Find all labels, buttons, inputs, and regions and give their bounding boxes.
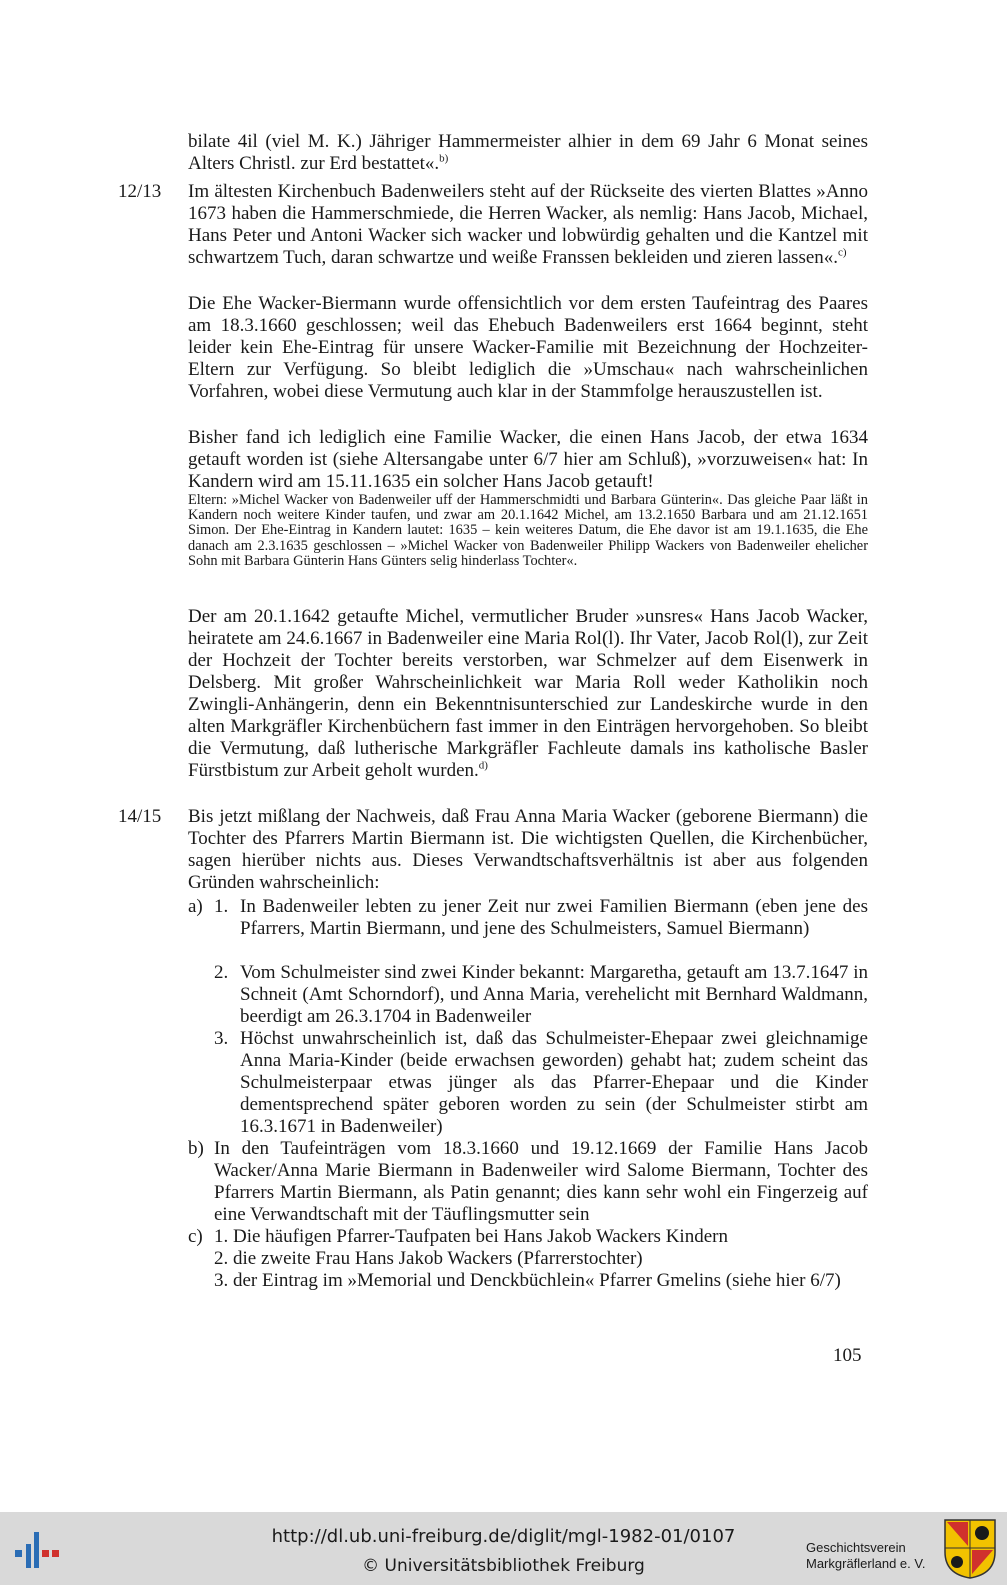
paragraph-ehe (188, 293, 868, 403)
paragraph-text: Eltern: »Michel Wacker von Badenweiler uff der Hammerschmidti und Barbara Günterin«. Das gleiche Paar läßt in Kandern noch weitere Kinder taufen, und zwar am 20.1.1642 Michel, am 13.2.1650 Barbara und am 21.12.1651 Simon. Der Ehe-Eintrag in Kandern lautet: 1635 – kein weiteres Datum, die Ehe davor ist am 19.1.1635, die Ehe danach am 2.3.1635 geschlossen – »Michel Wacker von Badenweiler Philipp Wackers von Badenweiler ehelicher Sohn mit Barbara Günterin Hans Günters selig hinderlass Tochter«. (188, 492, 868, 569)
paragraph-eltern-small (188, 493, 868, 569)
footnote-ref: d) (478, 759, 488, 772)
margin-number: 14/15 (118, 806, 162, 827)
footer-url-link[interactable]: http://dl.ub.uni-freiburg.de/diglit/mgl-1982-01/0107 (271, 1526, 736, 1547)
coat-of-arms-icon (943, 1518, 997, 1580)
footnote-ref: b) (439, 152, 449, 165)
list-item-c (214, 1226, 868, 1292)
list-label-a: a) (188, 896, 203, 917)
list-number: 3. (214, 1028, 229, 1049)
footer-copyright: © Universitätsbibliothek Freiburg (362, 1556, 645, 1576)
paragraph-quote-end (188, 131, 868, 175)
paragraph-kirchenbuch (188, 181, 868, 269)
paragraph-text: Im ältesten Kirchenbuch Badenweilers steht auf der Rückseite des vierten Blattes »Anno 1673 haben die Hammerschmiede, die Herren Wacker, als nemlig: Hans Jacob, Michael, Hans Peter und Antoni Wacker sich wacker und lobwürdig gehalten und die Kantzel mit schwartzem Tuch, daran schwartze und weiße Franssen bekleiden und zieren lassen«. (188, 181, 868, 268)
list-item-a2 (240, 962, 868, 1028)
list-item-a3 (240, 1028, 868, 1138)
society-line: Geschichtsverein (806, 1540, 906, 1555)
list-item-text: In Badenweiler lebten zu jener Zeit nur zwei Familien Biermann (eben jene des Pfarrers, Martin Biermann, und jene des Schulmeisters, Samuel Biermann) (240, 896, 868, 939)
list-item-text: 1. Die häufigen Pfarrer-Taufpaten bei Hans Jakob Wackers Kindern (214, 1226, 728, 1247)
margin-number: 12/13 (118, 181, 162, 202)
list-item-text: 3. der Eintrag im »Memorial und Denckbüchlein« Pfarrer Gmelins (siehe hier 6/7) (214, 1270, 841, 1291)
list-item-text: Höchst unwahrscheinlich ist, daß das Schulmeister-Ehepaar zwei gleichnamige Anna Maria-Kinder (beide erwachsen geworden) gehabt hat; zudem scheint das Schulmeisterpaar etwas jünger als das Pfarrer-Ehepaar und die Kinder dementsprechend später geboren worden zu sein (der Schulmeister stirbt am 16.3.1671 in Badenweiler) (240, 1028, 868, 1137)
footer-bar (0, 1512, 1007, 1585)
paragraph-bisher (188, 427, 868, 493)
list-number: 1. (214, 896, 229, 917)
paragraph-nachweis (188, 806, 868, 894)
paragraph-text: bilate 4il (viel M. K.) Jähriger Hammermeister alhier in dem 69 Jahr 6 Monat seines Alters Christl. zur Erd bestattet«. (188, 131, 868, 174)
paragraph-text: Bis jetzt mißlang der Nachweis, daß Frau Anna Maria Wacker (geborene Biermann) die Tochter des Pfarrers Martin Biermann ist. Die wichtigsten Quellen, die Kirchenbücher, sagen hierüber nichts aus. Dieses Verwandtschaftsverhältnis ist aber aus folgenden Gründen wahrscheinlich: (188, 806, 868, 893)
paragraph-michel (188, 606, 868, 782)
list-item-text: 2. die zweite Frau Hans Jakob Wackers (Pfarrerstochter) (214, 1248, 643, 1269)
list-item-a1 (240, 896, 868, 940)
society-line: Markgräflerland e. V. (806, 1556, 926, 1571)
paragraph-text: Bisher fand ich lediglich eine Familie Wacker, die einen Hans Jacob, der etwa 1634 getauft worden ist (siehe Altersangabe unter 6/7 hier am Schluß), »vorzuweisen« hat: In Kandern wird am 15.11.1635 ein solcher Hans Jacob getauft! (188, 427, 868, 492)
society-name (806, 1540, 925, 1572)
footnote-ref: c) (838, 246, 847, 259)
page-number: 105 (833, 1345, 862, 1366)
list-number: 2. (214, 962, 229, 983)
list-item-b (214, 1138, 868, 1226)
paragraph-text: Die Ehe Wacker-Biermann wurde offensichtlich vor dem ersten Taufeintrag des Paares am 18.3.1660 geschlossen; weil das Ehebuch Badenweilers erst 1664 beginnt, steht leider kein Ehe-Eintrag für unsere Wacker-Familie mit Bezeichnung der Hochzeiter-Eltern zur Verfügung. So bleibt lediglich die »Umschau« nach wahrscheinlichen Vorfahren, wobei diese Vermutung auch klar in der Stammfolge herauszustellen ist. (188, 293, 868, 402)
list-item-text: Vom Schulmeister sind zwei Kinder bekannt: Margaretha, getauft am 13.7.1647 in Schneit (Amt Schorndorf), und Anna Maria, verehelicht mit Bernhard Waldmann, beerdigt am 26.3.1704 in Badenweiler (240, 962, 868, 1027)
list-label-b: b) (188, 1138, 204, 1159)
paragraph-text: Der am 20.1.1642 getaufte Michel, vermutlicher Bruder »unsres« Hans Jacob Wacker, heiratete am 24.6.1667 in Badenweiler eine Maria Rol(l). Ihr Vater, Jacob Rol(l), zur Zeit der Hochzeit der Tochter bereits verstorben, war Schmelzer auf dem Eisenwerk in Delsberg. Mit großer Wahrscheinlichkeit war Maria Roll weder Katholikin noch Zwingli-Anhängerin, denn ein Bekenntnisunterschied zur Landeskirche wurde in den alten Markgräfler Kirchenbüchern fast immer in den Einträgen hervorgehoben. So bleibt die Vermutung, daß lutherische Markgräfler Fachleute damals ins katholische Basler Fürstbistum zur Arbeit geholt wurden. (188, 606, 868, 781)
list-label-c: c) (188, 1226, 203, 1247)
list-item-text: In den Taufeinträgen vom 18.3.1660 und 19.12.1669 der Familie Hans Jacob Wacker/Anna Marie Biermann in Badenweiler wird Salome Biermann, Tochter des Pfarrers Martin Biermann, als Patin genannt; dies kann sehr wohl ein Fingerzeig auf eine Verwandtschaft mit der Täuflingsmutter sein (214, 1138, 868, 1225)
